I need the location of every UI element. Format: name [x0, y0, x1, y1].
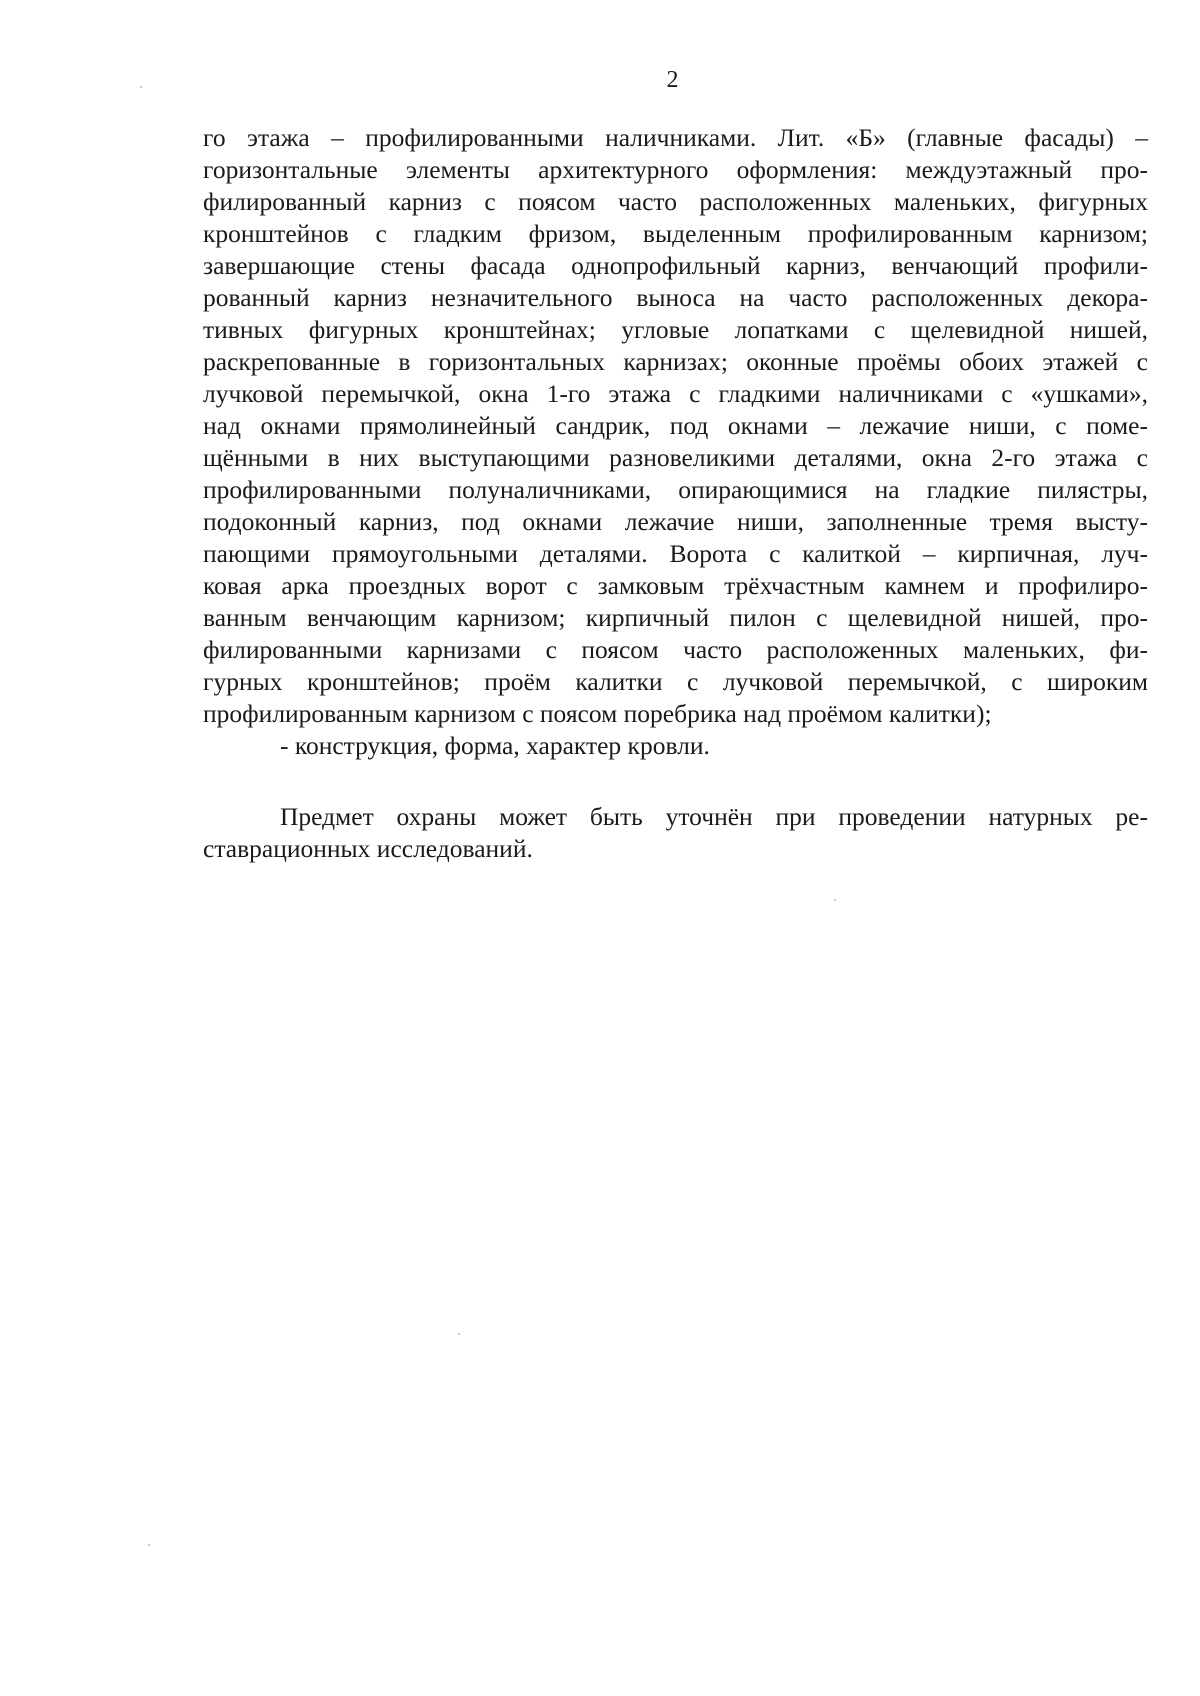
- page-number: 2: [666, 67, 679, 93]
- scan-speck: [834, 899, 836, 901]
- body-line-7: тивных фигурных кронштейнах; угловые лопатками с щелевидной нишей,: [203, 315, 1148, 344]
- body-line-9: лучковой перемычкой, окна 1-го этажа с гладкими наличниками с «ушками»,: [203, 379, 1148, 408]
- closing-line-1: Предмет охраны может быть уточнён при проведении натурных ре-: [280, 802, 1148, 831]
- scan-speck: [148, 1544, 150, 1546]
- body-line-6: рованный карниз незначительного выноса на часто расположенных декора-: [203, 283, 1148, 312]
- body-line-2: горизонтальные элементы архитектурного оформления: междуэтажный про-: [203, 155, 1148, 184]
- body-line-14: пающими прямоугольными деталями. Ворота с калиткой – кирпичная, луч-: [203, 539, 1148, 568]
- body-line-12: профилированными полуналичниками, опирающимися на гладкие пилястры,: [203, 475, 1148, 504]
- body-line-5: завершающие стены фасада однопрофильный карниз, венчающий профили-: [203, 251, 1148, 280]
- body-line-8: раскрепованные в горизонтальных карнизах; оконные проёмы обоих этажей с: [203, 347, 1148, 376]
- scan-speck: [140, 86, 142, 88]
- body-line-11: щёнными в них выступающими разновеликими деталями, окна 2-го этажа с: [203, 443, 1148, 472]
- body-line-19: профилированным карнизом с поясом поребрика над проёмом калитки);: [203, 699, 992, 728]
- body-line-4: кронштейнов с гладким фризом, выделенным профилированным карнизом;: [203, 219, 1148, 248]
- scan-speck: [458, 1333, 460, 1335]
- body-line-13: подоконный карниз, под окнами лежачие ниши, заполненные тремя высту-: [203, 507, 1148, 536]
- body-line-18: гурных кронштейнов; проём калитки с лучковой перемычкой, с широким: [203, 667, 1148, 696]
- body-line-1: го этажа – профилированными наличниками. Лит. «Б» (главные фасады) –: [203, 123, 1148, 152]
- body-line-15: ковая арка проездных ворот с замковым трёхчастным камнем и профилиро-: [203, 571, 1148, 600]
- closing-line-2: ставрационных исследований.: [203, 834, 533, 863]
- body-line-10: над окнами прямолинейный сандрик, под окнами – лежачие ниши, с поме-: [203, 411, 1148, 440]
- list-item-roof: - конструкция, форма, характер кровли.: [280, 731, 710, 760]
- body-line-16: ванным венчающим карнизом; кирпичный пилон с щелевидной нишей, про-: [203, 603, 1148, 632]
- body-line-17: филированными карнизами с поясом часто расположенных маленьких, фи-: [203, 635, 1148, 664]
- body-line-3: филированный карниз с поясом часто расположенных маленьких, фигурных: [203, 187, 1148, 216]
